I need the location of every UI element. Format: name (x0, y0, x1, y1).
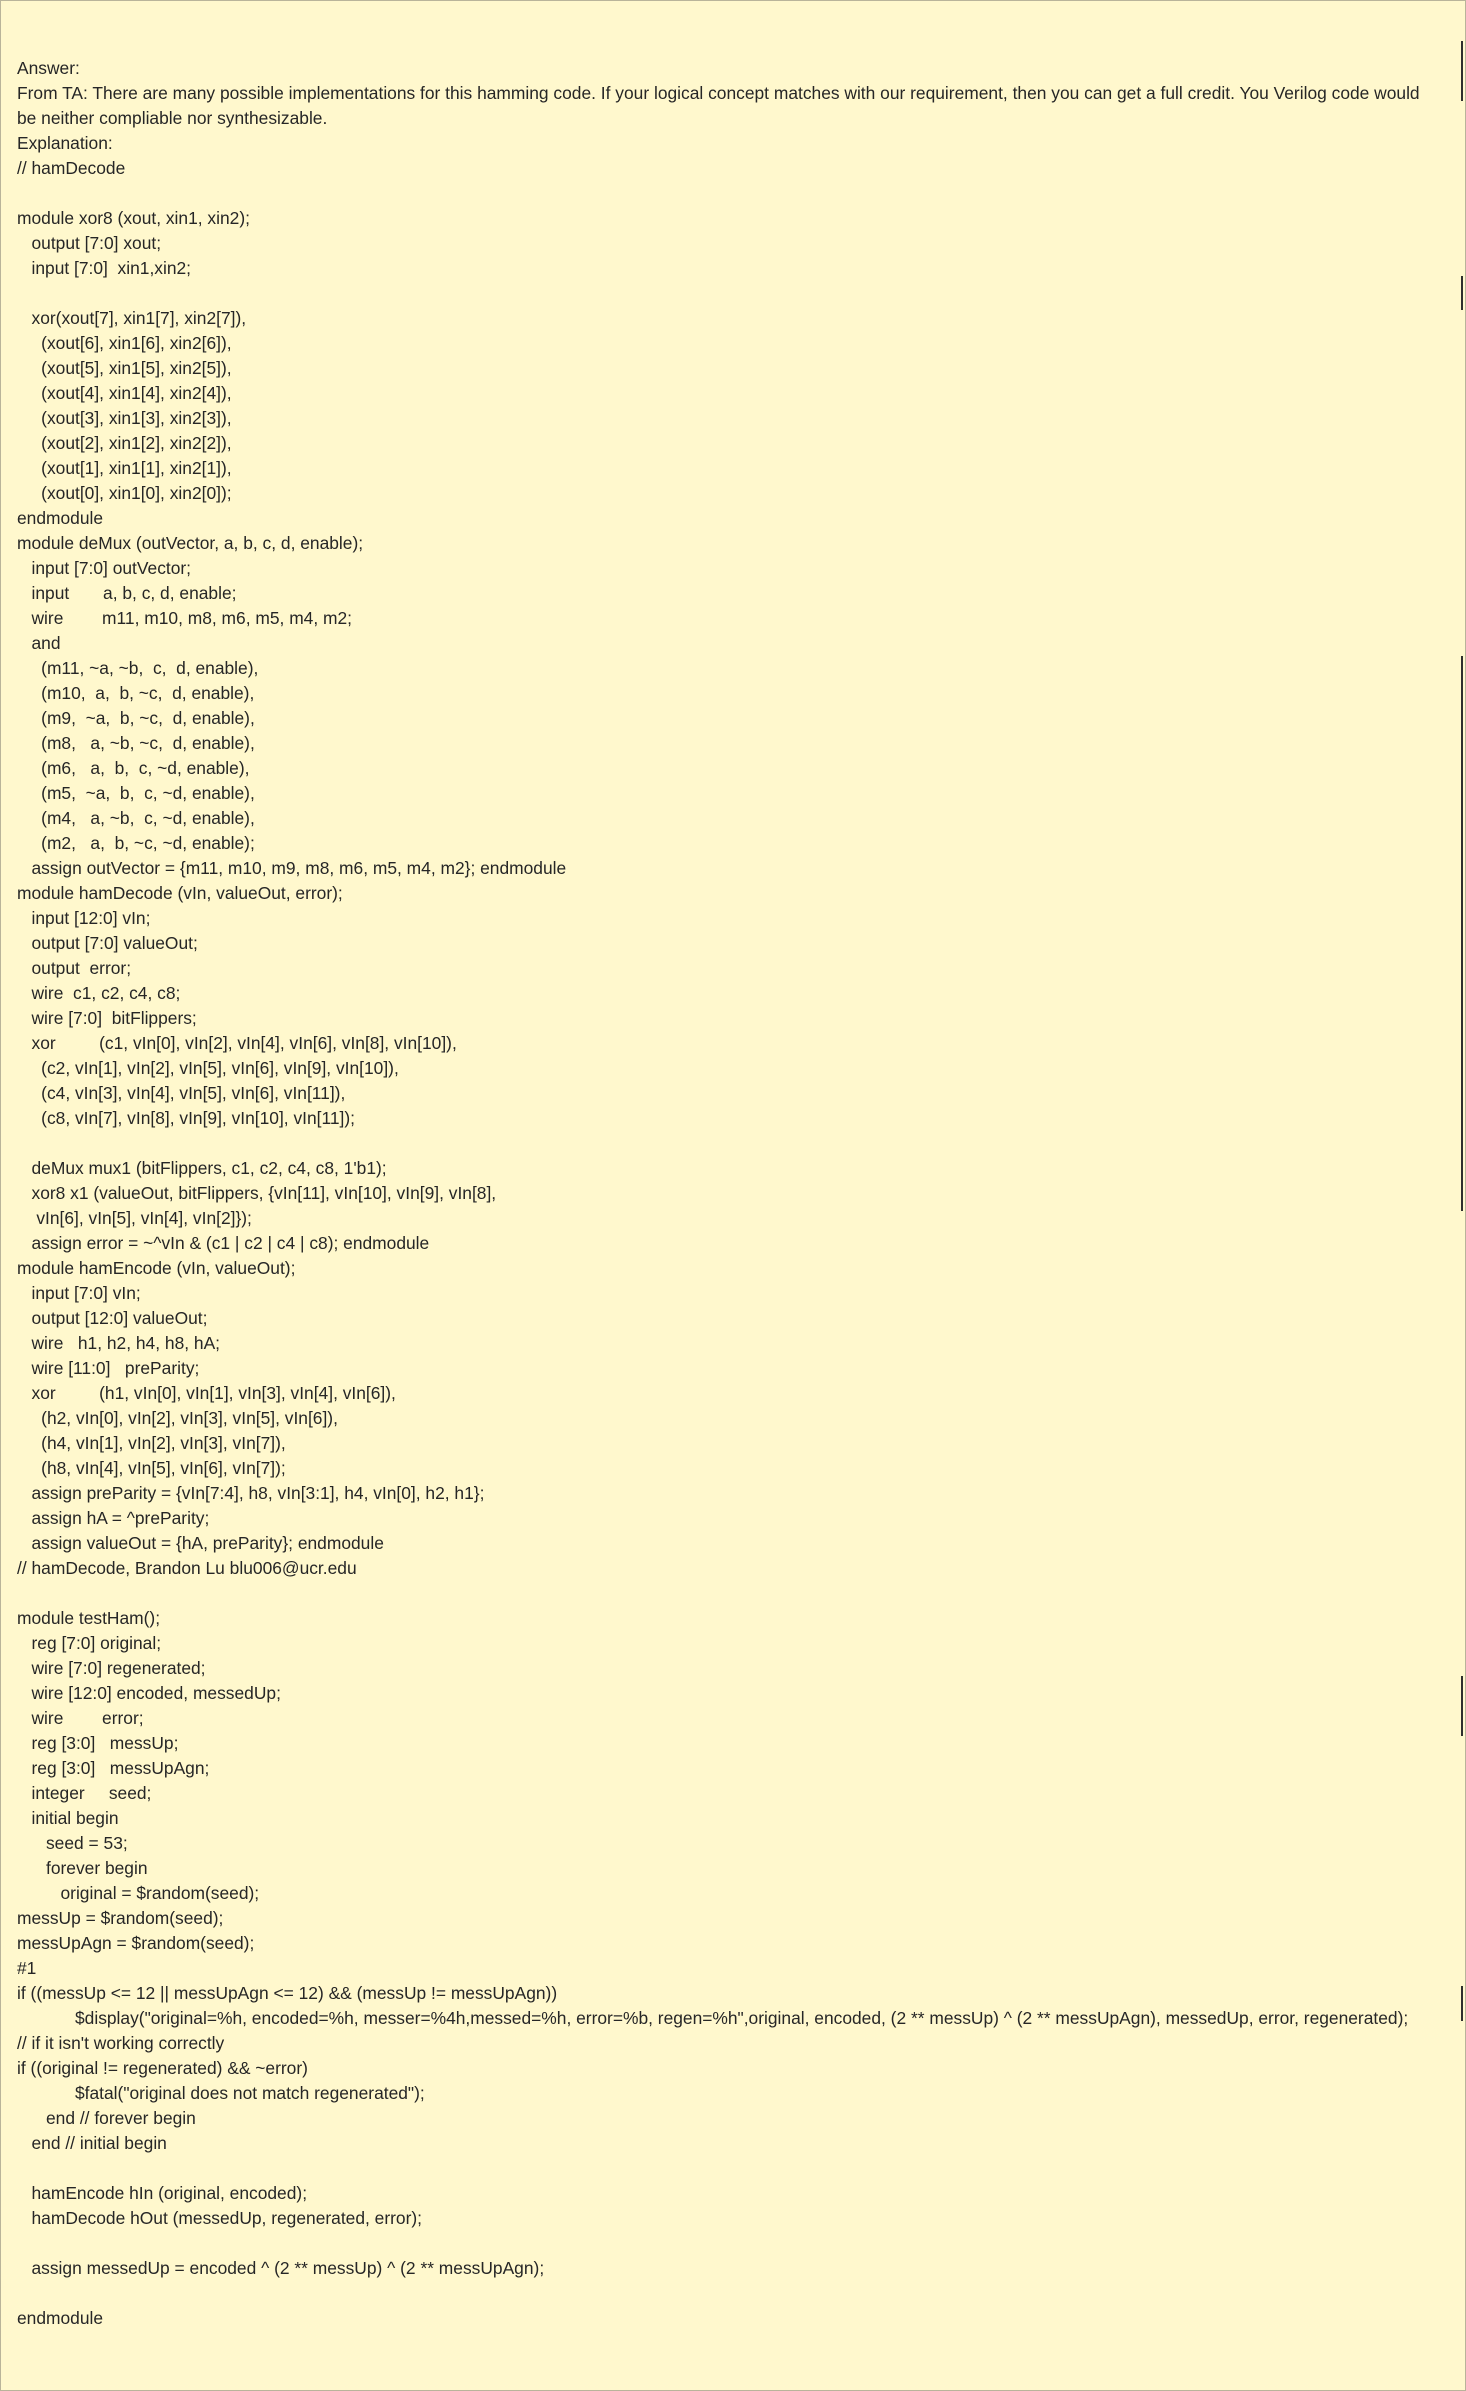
code-line (17, 1131, 1437, 1156)
code-line: assign messedUp = encoded ^ (2 ** messUp) ^ (2 ** messUpAgn); (17, 2258, 545, 2278)
scrollbar-marker (1461, 1986, 1463, 2021)
code-line: messUp = $random(seed); (17, 1908, 224, 1928)
code-line: xor (h1, vIn[0], vIn[1], vIn[3], vIn[4], vIn[6]), (17, 1383, 396, 1403)
code-line: and (17, 633, 61, 653)
code-line: $display("original=%h, encoded=%h, messer=%4h,messed=%h, error=%b, regen=%h",original, encoded, (2 ** messUp) ^ (2 ** messUpAgn), messedUp, error, regenerated); (17, 2008, 1409, 2028)
code-line: xor (c1, vIn[0], vIn[2], vIn[4], vIn[6], vIn[8], vIn[10]), (17, 1033, 457, 1053)
code-line: input [7:0] vIn; (17, 1283, 141, 1303)
code-line: wire h1, h2, h4, h8, hA; (17, 1333, 221, 1353)
code-line: reg [3:0] messUp; (17, 1733, 179, 1753)
code-line: seed = 53; (17, 1833, 128, 1853)
code-line: xor(xout[7], xin1[7], xin2[7]), (17, 308, 247, 328)
code-line: (m2, a, b, ~c, ~d, enable); (17, 833, 255, 853)
code-line: output error; (17, 958, 132, 978)
code-line (17, 181, 1437, 206)
code-line: (xout[6], xin1[6], xin2[6]), (17, 333, 232, 353)
code-line: input [12:0] vIn; (17, 908, 151, 928)
code-line: module deMux (outVector, a, b, c, d, enable); (17, 533, 364, 553)
code-line: (xout[1], xin1[1], xin2[1]), (17, 458, 232, 478)
code-line: messUpAgn = $random(seed); (17, 1933, 255, 1953)
code-line: if ((messUp <= 12 || messUpAgn <= 12) && (messUp != messUpAgn)) (17, 1983, 558, 2003)
code-line: assign error = ~^vIn & (c1 | c2 | c4 | c8); endmodule (17, 1233, 430, 1253)
code-line: assign valueOut = {hA, preParity}; endmodule (17, 1533, 384, 1553)
code-line: end // initial begin (17, 2133, 167, 2153)
code-line: input a, b, c, d, enable; (17, 583, 237, 603)
code-line (17, 1581, 1437, 1606)
code-line: (m9, ~a, b, ~c, d, enable), (17, 708, 255, 728)
code-line (17, 2281, 1437, 2306)
code-line: wire [7:0] bitFlippers; (17, 1008, 197, 1028)
ta-note: From TA: There are many possible implementations for this hamming code. If your logical concept matches with our requirement, then you can get a full credit. You Verilog code would be neither compliable nor synthesizable. (17, 83, 1420, 128)
code-line: endmodule (17, 508, 104, 528)
code-line: output [7:0] valueOut; (17, 933, 198, 953)
code-line: (xout[0], xin1[0], xin2[0]); (17, 483, 232, 503)
code-line: // hamDecode (17, 158, 126, 178)
code-line: deMux mux1 (bitFlippers, c1, c2, c4, c8, 1'b1); (17, 1158, 387, 1178)
code-line: original = $random(seed); (17, 1883, 260, 1903)
code-line: #1 (17, 1958, 37, 1978)
code-line: wire [12:0] encoded, messedUp; (17, 1683, 281, 1703)
code-line: vIn[6], vIn[5], vIn[4], vIn[2]}); (17, 1208, 252, 1228)
code-line (17, 2231, 1437, 2256)
scrollbar-marker (1461, 276, 1463, 310)
code-line: reg [7:0] original; (17, 1633, 162, 1653)
code-line: endmodule (17, 2308, 104, 2328)
code-line: module hamDecode (vIn, valueOut, error); (17, 883, 343, 903)
code-line: xor8 x1 (valueOut, bitFlippers, {vIn[11], vIn[10], vIn[9], vIn[8], (17, 1183, 497, 1203)
code-line: output [7:0] xout; (17, 233, 162, 253)
scrollbar-marker (1461, 1676, 1463, 1736)
scrollbar-marker (1461, 656, 1463, 1211)
code-line: (m5, ~a, b, c, ~d, enable), (17, 783, 255, 803)
code-line: wire error; (17, 1708, 144, 1728)
code-line: (c8, vIn[7], vIn[8], vIn[9], vIn[10], vIn[11]); (17, 1108, 355, 1128)
code-line: module xor8 (xout, xin1, xin2); (17, 208, 250, 228)
code-line (17, 2156, 1437, 2181)
code-line: integer seed; (17, 1783, 152, 1803)
scrollbar-marker (1461, 41, 1463, 101)
code-block (17, 156, 1437, 2331)
explanation-label: Explanation: (17, 133, 113, 153)
code-line: (xout[4], xin1[4], xin2[4]), (17, 383, 232, 403)
answer-label: Answer: (17, 58, 80, 78)
code-line: wire c1, c2, c4, c8; (17, 983, 181, 1003)
code-line: // hamDecode, Brandon Lu blu006@ucr.edu (17, 1558, 357, 1578)
code-line: (m4, a, ~b, c, ~d, enable), (17, 808, 255, 828)
code-line: // if it isn't working correctly (17, 2033, 225, 2053)
code-line: assign outVector = {m11, m10, m9, m8, m6, m5, m4, m2}; endmodule (17, 858, 567, 878)
code-line: end // forever begin (17, 2108, 196, 2128)
code-line: (h2, vIn[0], vIn[2], vIn[3], vIn[5], vIn[6]), (17, 1408, 338, 1428)
code-line: hamDecode hOut (messedUp, regenerated, error); (17, 2208, 423, 2228)
code-line: input [7:0] outVector; (17, 558, 192, 578)
code-line: (h4, vIn[1], vIn[2], vIn[3], vIn[7]), (17, 1433, 286, 1453)
code-line: (xout[2], xin1[2], xin2[2]), (17, 433, 232, 453)
code-line: wire [7:0] regenerated; (17, 1658, 206, 1678)
code-line: (m11, ~a, ~b, c, d, enable), (17, 658, 259, 678)
code-line: $fatal("original does not match regenerated"); (17, 2083, 425, 2103)
code-line: assign preParity = {vIn[7:4], h8, vIn[3:1], h4, vIn[0], h2, h1}; (17, 1483, 485, 1503)
code-line: (m8, a, ~b, ~c, d, enable), (17, 733, 255, 753)
code-line: assign hA = ^preParity; (17, 1508, 210, 1528)
code-line: (c4, vIn[3], vIn[4], vIn[5], vIn[6], vIn[11]), (17, 1083, 346, 1103)
code-line (17, 281, 1437, 306)
code-line: initial begin (17, 1808, 119, 1828)
code-line: (xout[3], xin1[3], xin2[3]), (17, 408, 232, 428)
code-line: forever begin (17, 1858, 148, 1878)
answer-content (17, 56, 1437, 2331)
code-line: hamEncode hIn (original, encoded); (17, 2183, 308, 2203)
code-line: wire [11:0] preParity; (17, 1358, 200, 1378)
code-line: module hamEncode (vIn, valueOut); (17, 1258, 296, 1278)
code-line: input [7:0] xin1,xin2; (17, 258, 192, 278)
code-line: (c2, vIn[1], vIn[2], vIn[5], vIn[6], vIn[9], vIn[10]), (17, 1058, 399, 1078)
code-line: module testHam(); (17, 1608, 161, 1628)
code-line: (m10, a, b, ~c, d, enable), (17, 683, 255, 703)
code-line: reg [3:0] messUpAgn; (17, 1758, 210, 1778)
code-line: if ((original != regenerated) && ~error) (17, 2058, 308, 2078)
code-line: output [12:0] valueOut; (17, 1308, 208, 1328)
code-line: wire m11, m10, m8, m6, m5, m4, m2; (17, 608, 353, 628)
code-line: (h8, vIn[4], vIn[5], vIn[6], vIn[7]); (17, 1458, 286, 1478)
code-line: (xout[5], xin1[5], xin2[5]), (17, 358, 232, 378)
code-line: (m6, a, b, c, ~d, enable), (17, 758, 250, 778)
